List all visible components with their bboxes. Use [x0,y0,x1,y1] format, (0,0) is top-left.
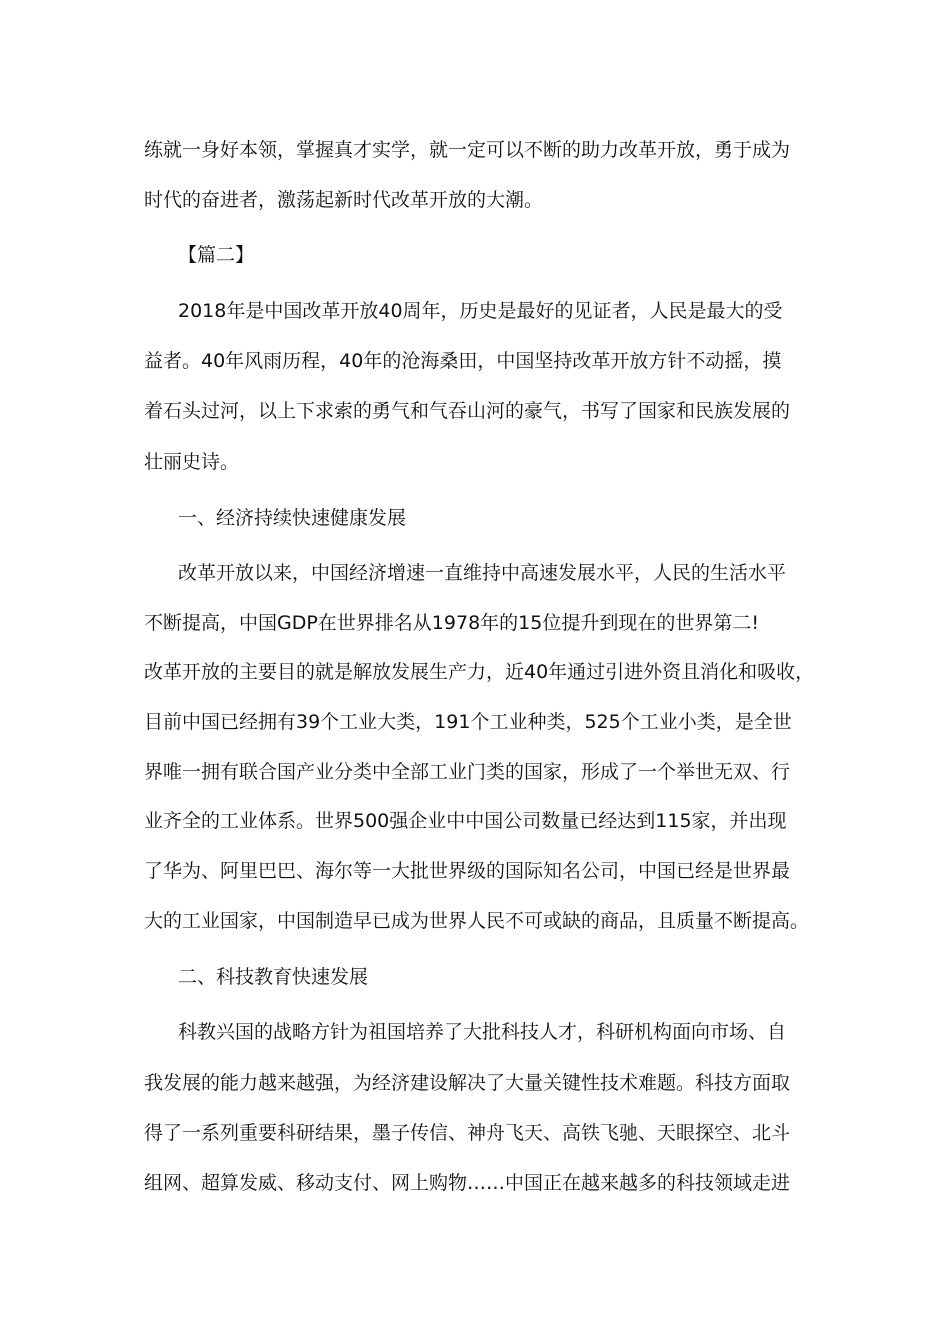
text-line: 时代的奋进者，激荡起新时代改革开放的大潮。 [144,189,544,211]
section-heading: 【篇二】 [178,244,255,266]
text-line: 我发展的能力越来越强，为经济建设解决了大量关键性技术难题。科技方面取 [144,1072,791,1094]
text-line: 组网、超算发威、移动支付、网上购物……中国正在越来越多的科技领域走进 [144,1172,791,1194]
subsection-heading: 二、科技教育快速发展 [178,966,369,988]
text-line: 目前中国已经拥有39个工业大类，191个工业种类，525个工业小类，是全世 [144,711,792,733]
text-line: 改革开放以来，中国经济增速一直维持中高速发展水平，人民的生活水平 [178,562,787,584]
text-line: 2018年是中国改革开放40周年，历史是最好的见证者，人民是最大的受 [178,300,783,322]
text-line: 着石头过河，以上下求索的勇气和气吞山河的豪气，书写了国家和民族发展的 [144,400,791,422]
text-line: 了华为、阿里巴巴、海尔等一大批世界级的国际知名公司，中国已经是世界最 [144,860,791,882]
text-line: 得了一系列重要科研结果，墨子传信、神舟飞天、高铁飞驰、天眼探空、北斗 [144,1122,791,1144]
subsection-heading: 一、经济持续快速健康发展 [178,507,407,529]
text-line: 大的工业国家，中国制造早已成为世界人民不可或缺的商品，且质量不断提高。 [144,910,810,932]
text-line: 壮丽史诗。 [144,451,240,473]
text-line: 益者。40年风雨历程，40年的沧海桑田，中国坚持改革开放方针不动摇，摸 [144,350,782,372]
text-line: 业齐全的工业体系。世界500强企业中中国公司数量已经达到115家，并出现 [144,810,787,832]
text-line: 不断提高，中国GDP在世界排名从1978年的15位提升到现在的世界第二! [144,612,759,634]
text-line: 改革开放的主要目的就是解放发展生产力，近40年通过引进外资且消化和吸收， [144,661,815,683]
text-line: 练就一身好本领，掌握真才实学，就一定可以不断的助力改革开放，勇于成为 [144,139,791,161]
text-line: 界唯一拥有联合国产业分类中全部工业门类的国家，形成了一个举世无双、行 [144,761,791,783]
text-line: 科教兴国的战略方针为祖国培养了大批科技人才，科研机构面向市场、自 [178,1021,787,1043]
